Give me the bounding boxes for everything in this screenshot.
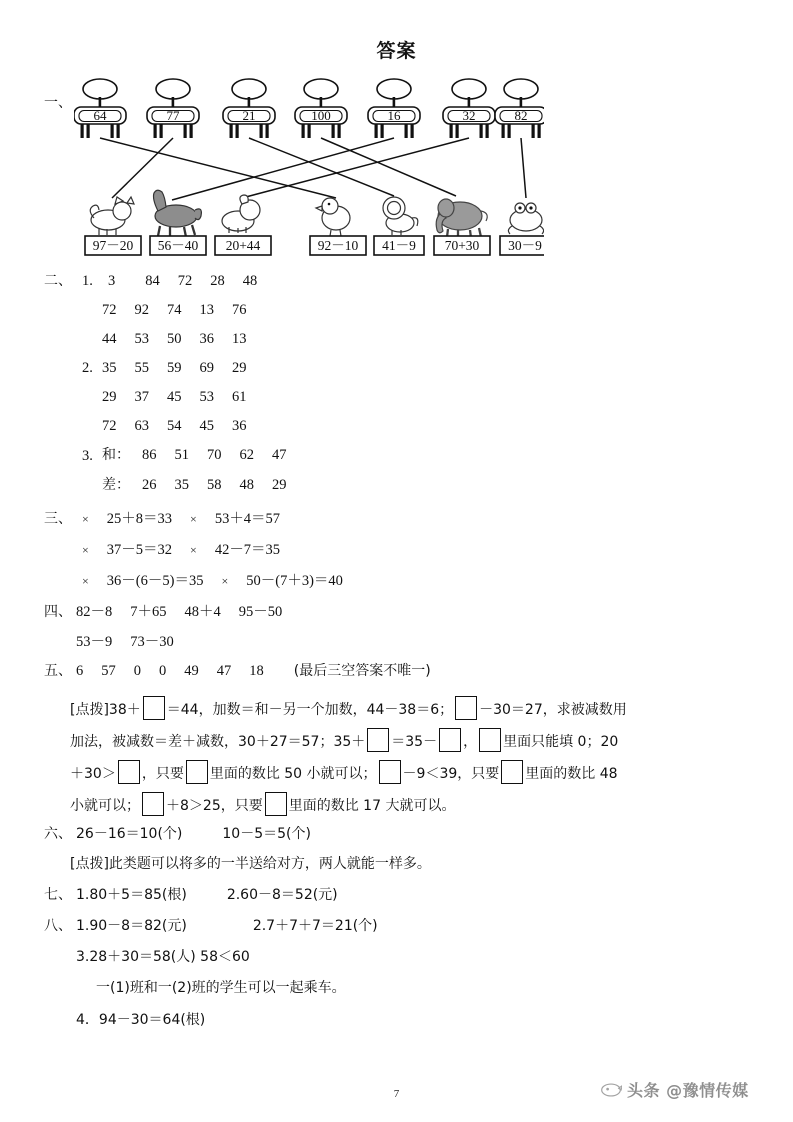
bottom-expression-4: 41－9 [382, 238, 416, 253]
s7-item-0: 1.80＋5＝85(根) [76, 887, 187, 903]
s8-row0-right: 2.7＋7＋7＝21(个) [252, 918, 378, 934]
page-title: 答案 [376, 40, 417, 62]
s6-answer-a: 26－16＝10(个) [76, 826, 183, 842]
section-six-label: 六、 [44, 826, 72, 842]
animal-lion [383, 197, 418, 235]
blank-box[interactable] [501, 760, 523, 784]
s5-hint-line-0: [点拨]38＋ ＝44，加数＝和－另一个加数，44－38＝6； －30＝27，求被减数用 [70, 696, 627, 720]
bottom-expression-2: 20+44 [225, 238, 261, 253]
section-one-label: 一、 [44, 95, 72, 111]
s5-hint-line-1: 加法，被减数＝差＋减数，30＋27＝57；35＋ ＝35－ ， 里面只能填 0；20 [70, 728, 618, 752]
s4-row0: 82－8 7＋65 48＋4 95－50 [76, 604, 283, 620]
s2-item2-row0: 35 55 59 69 29 [102, 360, 247, 376]
s2-item1-row1: 72 92 74 13 76 [102, 302, 247, 318]
blank-box[interactable] [186, 760, 208, 784]
blank-box[interactable] [379, 760, 401, 784]
top-number-1: 77 [166, 108, 180, 123]
bottom-expression-5: 70+30 [444, 238, 480, 253]
section-eight-label: 八、 [44, 918, 72, 934]
s2-item3-no: 3. [82, 448, 93, 464]
bottom-expression-0: 97－20 [92, 238, 134, 253]
page-number: 7 [393, 1088, 400, 1100]
top-number-4: 16 [387, 108, 401, 123]
watermark [600, 1078, 749, 1101]
section-four-label: 四、 [44, 604, 72, 620]
blank-box[interactable] [439, 728, 461, 752]
animal-elephant [436, 199, 487, 238]
animal-frog [508, 203, 543, 234]
top-number-2: 21 [242, 108, 256, 123]
s2-item2-row2: 72 63 54 45 36 [102, 418, 247, 434]
matching-diagram [74, 78, 544, 263]
s3-row0: × 25＋8＝33 × 53＋4＝57 [82, 511, 281, 527]
section-five-label: 五、 [44, 663, 72, 679]
top-number-6: 82 [514, 108, 528, 123]
toutiao-bird-logo [600, 1082, 622, 1098]
blank-box[interactable] [367, 728, 389, 752]
section-three-label: 三、 [44, 511, 72, 527]
s8-row-0 [76, 919, 378, 934]
s2-item2-no: 2. [82, 360, 93, 376]
s6-answer [76, 827, 311, 842]
s8-row-3: 4．94－30＝64(根) [76, 1012, 206, 1028]
blank-box[interactable] [142, 792, 164, 816]
blank-box[interactable] [143, 696, 165, 720]
blank-box[interactable] [118, 760, 140, 784]
s6-answer-b: 10－5＝5(个) [222, 826, 311, 842]
s2-item1-row0: 3 84 72 28 48 [108, 273, 258, 289]
matching-lines [100, 138, 526, 200]
bottom-expression-6: 30－9 [508, 238, 542, 253]
s2-item1-no: 1. [82, 273, 93, 289]
section-seven-label: 七、 [44, 887, 72, 903]
bottom-expression-1: 56－40 [157, 238, 199, 253]
s2-item3-row0: 和： 86 51 70 62 47 [102, 447, 287, 463]
s3-row1: × 37－5＝32 × 42－7＝35 [82, 542, 281, 558]
top-number-0: 64 [93, 108, 107, 123]
section-two-label: 二、 [44, 273, 72, 289]
blank-box[interactable] [265, 792, 287, 816]
s7-row [76, 888, 338, 903]
animal-chick [316, 198, 350, 236]
s5-note: (最后三空答案不唯一) [293, 663, 431, 679]
blank-box[interactable] [479, 728, 501, 752]
s4-row1: 53－9 73－30 [76, 634, 174, 650]
s8-row-1: 3.28＋30＝58(人) 58＜60 [76, 949, 250, 965]
s8-row0-left: 1.90－8＝82(元) [76, 918, 187, 934]
watermark-text: 头条 @豫情传媒 [627, 1081, 749, 1100]
s5-hint-line-2: ＋30＞ ，只要 里面的数比 50 小就可以； －9＜39，只要 里面的数比 48 [70, 760, 618, 784]
s7-item-1: 2.60－8＝52(元) [226, 887, 338, 903]
s2-item2-row1: 29 37 45 53 61 [102, 389, 247, 405]
section-one-matching [44, 78, 754, 263]
s2-item1-row2: 44 53 50 36 13 [102, 331, 247, 347]
animal-cat [90, 197, 134, 235]
bottom-expression-3: 92－10 [317, 238, 359, 253]
s5-hint-line-3: 小就可以； ＋8＞25，只要 里面的数比 17 大就可以。 [70, 792, 455, 816]
animal-dog [222, 195, 260, 233]
s3-row2: × 36－(6－5)＝35 × 50－(7＋3)＝40 [82, 573, 343, 589]
s6-hint: [点拨]此类题可以将多的一半送给对方，两人就能一样多。 [70, 856, 431, 872]
top-number-3: 100 [311, 108, 331, 123]
s5-answers: 6 57 0 0 49 47 18 (最后三空答案不唯一) [76, 663, 431, 679]
blank-box[interactable] [455, 696, 477, 720]
s8-row-2: 一(1)班和一(2)班的学生可以一起乘车。 [96, 980, 346, 996]
top-number-5: 32 [462, 108, 476, 123]
s2-item3-row1: 差： 26 35 58 48 29 [102, 477, 287, 493]
animal-horse [154, 190, 202, 237]
